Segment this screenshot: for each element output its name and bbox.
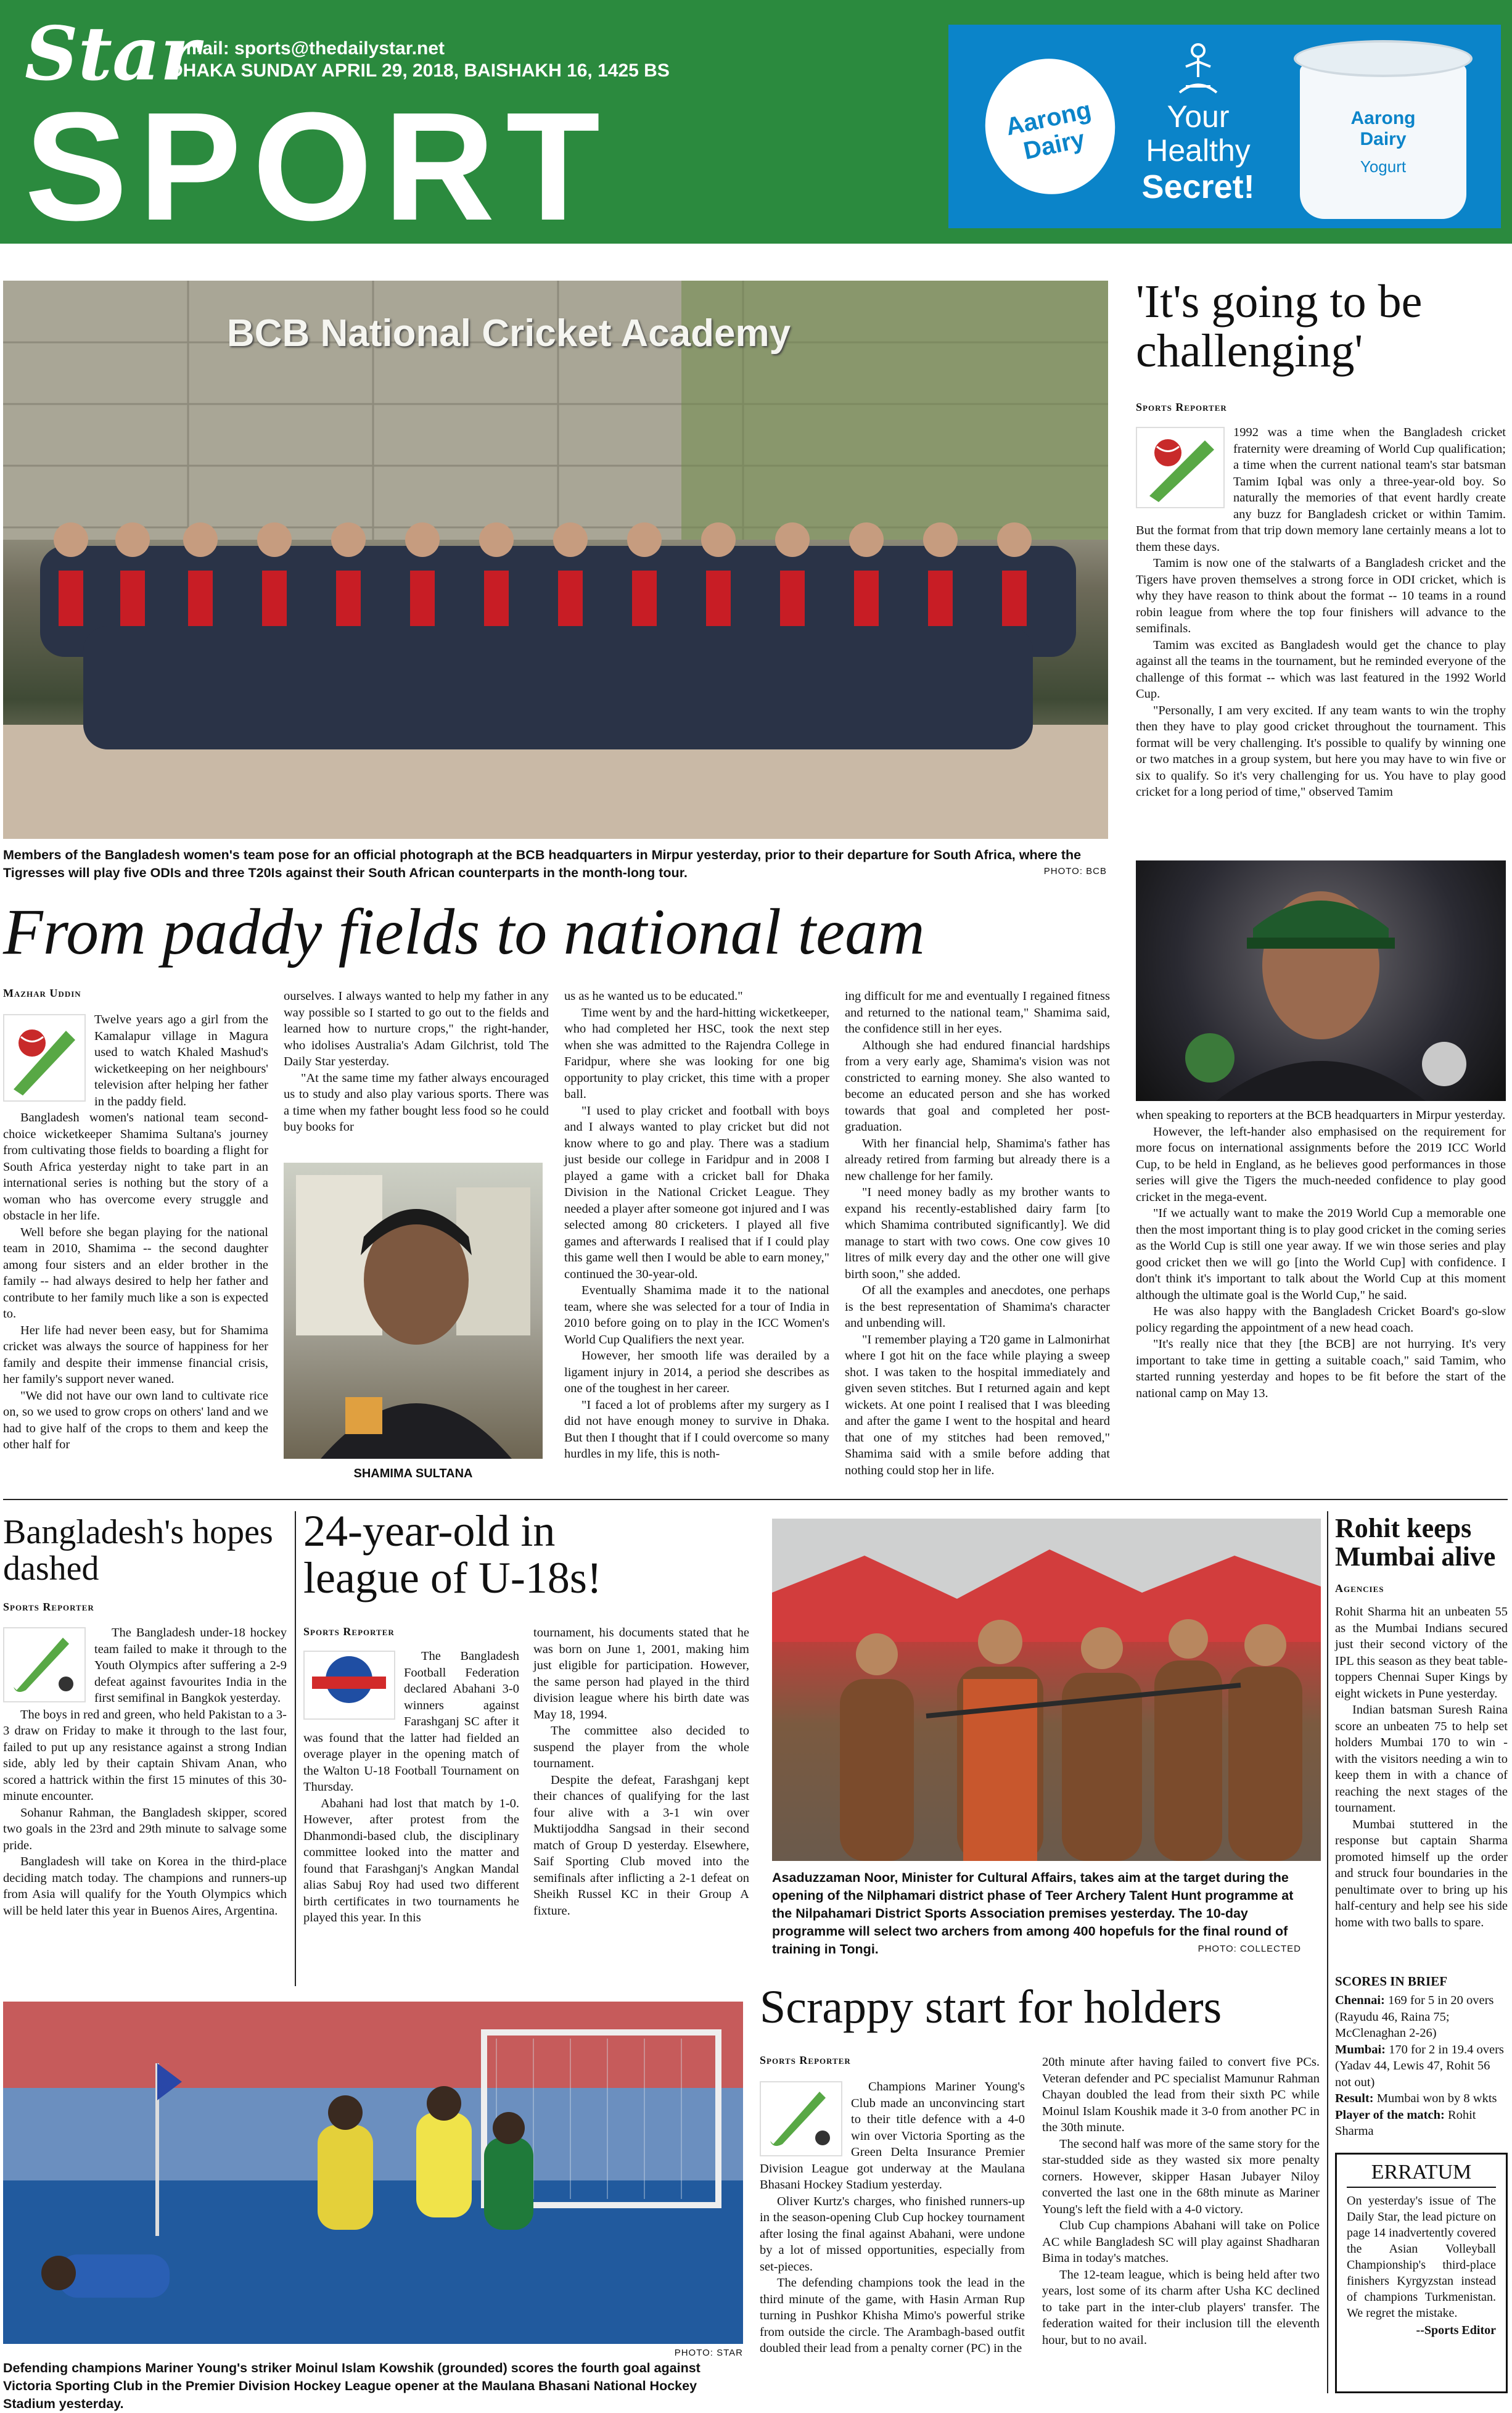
holders-body-col1 <box>760 2079 1025 2399</box>
tamim-paragraph: when speaking to reporters at the BCB headquarters in Mirpur yesterday. <box>1136 1108 1506 1122</box>
score-text: 170 for 2 in 19.4 overs (Yadav 44, Lewis 47, Rohit 56 not out) <box>1335 2042 1504 2089</box>
u18-body <box>3 1625 287 1982</box>
tamim-photo <box>1136 860 1506 1101</box>
rohit-body <box>1335 1604 1508 1974</box>
scores-brief <box>1335 1992 1508 2147</box>
score-text: Rohit Sharma <box>1335 2108 1476 2138</box>
shamima-caption: SHAMIMA SULTANA <box>353 1467 473 1480</box>
paddy-body-col3 <box>564 988 829 1488</box>
score-line <box>1335 2090 1508 2107</box>
tamim-paragraph: "If we actually want to make the 2019 World Cup a memorable one then the most important thing is to play good cricket in the coming series as the World Cup is still one year away. If we win those series and play good cricket then we will go [into the World Cup] with confidence. I don't think it's important to talk about the World Cup at this moment although the ultimate goal is the World Cup," he said. <box>1136 1206 1506 1302</box>
academy-sign: BCB National Cricket Academy <box>226 312 791 355</box>
brand-logo: Star <box>25 10 200 97</box>
score-label: Result: <box>1335 2092 1374 2105</box>
league-paragraph: The committee also decided to suspend the player from the whole tournament. <box>533 1724 749 1770</box>
hockey-credit: PHOTO: STAR <box>674 2348 743 2358</box>
holders-paragraph: Champions Mariner Young's Club made an unconvincing start to their title defence with a 4-0 win over Victoria Sporting as the Green Delta Insurance Premier Division League got underway at the Maulana Bhasani Hockey Stadium yesterday. <box>760 2080 1025 2192</box>
hockey-photo-scene <box>3 2002 743 2344</box>
shamima-photo-scene <box>284 1163 543 1459</box>
archery-caption: Asaduzzaman Noor, Minister for Cultural Affairs, takes aim at the target during the opening of the Nilphamari district phase of Teer Archery Talent Hunt programme at the Nilpahamari District Sports Association premises yesterday. The 10-day programme will select two archers from among 400 hopefuls for the final round of training in Tongi. <box>772 1870 1294 1957</box>
paddy-paragraph: "I faced a lot of problems after my surgery as I did not have enough money to survive in Dhaka. But then I thought that if I could overcome so many hurdles in my life, this is noth- <box>564 1398 829 1461</box>
paddy-paragraph: ourselves. I always wanted to help my father in any way possible so I started to go out to the fields and learned how to nurture crops," the right-hander, who idolises Australia's Adam Gilchrist, told The Daily Star yesterday. <box>284 989 549 1068</box>
ad-logo: Aarong Dairy <box>972 47 1127 207</box>
meditation-icon <box>1173 43 1223 99</box>
section-title: SPORT <box>25 80 612 252</box>
holders-paragraph: Oliver Kurtz's charges, who finished runners-up in the season-opening Club Cup hockey tournament after losing the final against Abahani, were undone by a lot of missed opportunities, especially from set-pieces. <box>760 2194 1025 2274</box>
rohit-paragraph: Rohit Sharma hit an unbeaten 55 as the Mumbai Indians secured just their second victory of the IPL this season as they beat table-toppers Chennai Super Kings by eight wickets in Pune yesterday. <box>1335 1605 1508 1701</box>
team-photo-caption: Members of the Bangladesh women's team pose for an official photograph at the BCB headquarters in Mirpur yesterday, prior to their departure for South Africa, where the Tigresses will play five ODIs and three T20Is against their South African counterparts in the month-long tour. <box>3 848 1082 880</box>
paddy-paragraph: Although she had endured financial hardships from a very early age, Shamima's vision was not constricted to earning money. She also wanted to become an educated person and she has worked towards that goal and completed her post-graduation. <box>845 1038 1110 1134</box>
walton-logo-icon <box>303 1651 395 1720</box>
tamim-body-col1 <box>1136 424 1506 844</box>
cricket-icon <box>3 1014 86 1102</box>
cup-product: Yogurt <box>1360 157 1407 176</box>
team-photo-credit: PHOTO: BCB <box>1043 866 1107 877</box>
tamim-paragraph: "Personally, I am very excited. If any team wants to win the trophy then they have to play good cricket throughout the tournament. This format will be very challenging. It's possible to qualify by winning one or two matches in a group system, but here you may have to win five or six to qualify. So it's very challenging for us. You have to play good cricket for a long period of time," observed Tamim <box>1136 703 1506 799</box>
contact-email: e-mail: sports@thedailystar.net <box>170 38 445 59</box>
paddy-paragraph: ing difficult for me and eventually I regained fitness and returned to the national team," Shamima said, the confidence still in her eyes. <box>845 989 1110 1036</box>
ad-tagline-3: Secret! <box>1141 168 1255 205</box>
erratum-body: On yesterday's issue of The Daily Star, the lead picture on page 14 inadvertently covered the Asian Volleyball Championship's third-place finishers Kyrgyzstan instead of champions Turkmenistan. We regret the mistake. <box>1347 2194 1496 2320</box>
paddy-body-col2 <box>284 988 549 1155</box>
tamim-paragraph: 1992 was a time when the Bangladesh cricket fraternity were dreaming of World Cup qualification; a time when the current national team's star batsman Tamim Iqbal was only a three-year-old boy. So naturally the memories of that event hardly create any buzz for Bangladesh cricket or within Tamim. But the format from that trip down memory lane certainly means a lot to them these days. <box>1136 426 1506 554</box>
tamim-photo-scene <box>1136 860 1506 1101</box>
league-body-col2 <box>533 1625 749 1982</box>
hockey-photo <box>3 2002 743 2344</box>
paddy-paragraph: Eventually Shamima made it to the national team, where she was selected for a tour of India in 2010 before going on to play in the ICC Women's World Cup Qualifiers the next year. <box>564 1284 829 1347</box>
column-divider <box>295 1511 296 1986</box>
issue-date: DHAKA SUNDAY APRIL 29, 2018, BAISHAKH 16, 1425 BS <box>170 60 670 81</box>
paddy-body-col1 <box>3 1012 268 1490</box>
paddy-paragraph: Time went by and the hard-hitting wicketkeeper, who had completed her HSC, took the next step when she was admitted to the Rajendra College in Faridpur, where she was looking for one big opportunity to play cricket, this time with a proper ball. <box>564 1005 829 1101</box>
shamima-photo <box>284 1163 543 1459</box>
hockey-icon <box>3 1627 86 1702</box>
archery-photo <box>772 1519 1321 1861</box>
paddy-body-col4 <box>845 988 1110 1488</box>
score-label: Chennai: <box>1335 1994 1385 2007</box>
yogurt-cup <box>1300 40 1466 219</box>
paddy-paragraph: "At the same time my father always encouraged us to study and also play various sports. There was a time when my father bought less food so he could buy books for <box>284 1071 549 1134</box>
rohit-headline: Rohit keeps Mumbai alive <box>1335 1513 1496 1572</box>
tamim-paragraph: He was also happy with the Bangladesh Cricket Board's go-slow policy regarding the appointment of a new head coach. <box>1136 1305 1506 1335</box>
cup-lid <box>1294 40 1473 77</box>
rohit-paragraph: Indian batsman Suresh Raina score an unbeaten 75 to help set holders Mumbai 170 to win - with the visitors needing a win to keep them in with a chance of reaching the next stages of the tournament. <box>1335 1703 1508 1815</box>
u18-paragraph: Sohanur Rahman, the Bangladesh skipper, scored two goals in the 23rd and 29th minute to salvage some pride. <box>3 1805 287 1852</box>
paddy-paragraph: "I used to play cricket and football with boys and I always wanted to play cricket but did not know where to go and play. There was a stadium just beside our college in Faridpur and in 2008 I played a game with a cricket ball for Dhaka Division in the National Cricket League. They needed a player after someone got injured and I was selected among 80 cricketers. I played all five games and afterwards I realised that if I could play this game well then I would be able to earn money," continued the 30-year-old. <box>564 1103 829 1281</box>
score-label: Mumbai: <box>1335 2042 1386 2056</box>
paddy-paragraph: us as he wanted us to be educated." <box>564 989 743 1003</box>
paddy-paragraph: Bangladesh women's national team second-choice wicketkeeper Shamima Sultana's journey from cultivating those fields to boarding a flight for South Africa yesterday night to take part in an international series is nothing but the story of a woman who has overcome every struggle and obstacle in her life. <box>3 1111 268 1223</box>
section-divider <box>3 1499 1508 1500</box>
paddy-paragraph: Twelve years ago a girl from the Kamalapur village in Magura used to watch Khaled Mashud's wicketkeeping on her neighbours' television after helping her father in the paddy field. <box>94 1013 268 1108</box>
league-byline: Sports Reporter <box>303 1625 395 1638</box>
paddy-paragraph: Well before she began playing for the national team in 2010, Shamima -- the second daughter among four sisters and an elder brother in the family -- had always desired to help her father and contribute to her family much like a son is expected to. <box>3 1225 268 1321</box>
u18-headline: Bangladesh's hopes dashed <box>3 1513 273 1588</box>
hockey-icon <box>760 2081 842 2156</box>
tamim-headline: 'It's going to be challenging' <box>1136 276 1423 377</box>
score-label: Player of the match: <box>1335 2108 1445 2122</box>
hockey-caption: Defending champions Mariner Young's striker Moinul Islam Kowshik (grounded) scores the fourth goal against Victoria Sporting Club in the Premier Division Hockey League opener at the Maulana Bhasani National Hockey Stadium yesterday. <box>3 2361 701 2411</box>
erratum-title: ERRATUM <box>1347 2161 1496 2188</box>
scores-title: SCORES IN BRIEF <box>1335 1974 1448 1989</box>
column-divider <box>1327 1511 1328 2393</box>
tamim-paragraph: However, the left-hander also emphasised on the requirement for more focus on international assignments before the 2019 ICC World Cup, to be held in England, as he believes good performances in those series will give the Tigers the much-needed confidence to play good cricket in the mega-event. <box>1136 1124 1506 1204</box>
ad-tagline-1: Your <box>1167 99 1230 134</box>
tamim-byline: Sports Reporter <box>1136 401 1227 413</box>
league-paragraph: Abahani had lost that match by 1-0. However, after protest from the Dhanmondi-based club, the disciplinary committee looked into the matter and found that Farashganj's Angkan Mandal alias Sabuj Roy had used two different birth certificates in two tournaments he played this year. In this <box>303 1796 519 1924</box>
u18-paragraph: Bangladesh will take on Korea in the third-place deciding match today. The champions and runners-up from Asia will qualify for the Youth Olympics which will be held later this year in Buenos Aires, Argentina. <box>3 1855 287 1918</box>
paddy-paragraph: "We did not have our own land to cultivate rice on, so we used to grow crops on others' land and we had to give half of the crops to them and keep the other half for <box>3 1388 268 1451</box>
advertisement[interactable] <box>948 25 1501 228</box>
league-body-col1 <box>303 1648 519 1981</box>
tamim-paragraph: Tamim was excited as Bangladesh would get the chance to play against all the teams in the tournament, but he reminded everyone of the challenge of this format -- which was last featured in the 1992 World Cup. <box>1136 638 1506 701</box>
u18-paragraph: The boys in red and green, who held Pakistan to a 3-3 draw on Friday to make it through to the last four, failed to put up any resistance against a strong Indian side, ably led by their captain Shivam Anan, who scored a hattrick within the first 15 minutes of this 30-minute encounter. <box>3 1707 287 1803</box>
holders-byline: Sports Reporter <box>760 2054 851 2066</box>
score-text: Mumbai won by 8 wkts <box>1376 2092 1497 2105</box>
archery-credit: PHOTO: COLLECTED <box>1198 1944 1301 1954</box>
ad-tagline-2: Healthy <box>1146 133 1251 168</box>
u18-paragraph: The Bangladesh under-18 hockey team failed to make it through to the Youth Olympics after suffering a 2-9 defeat against favourites India in the first semifinal in Bangkok yesterday. <box>94 1626 287 1705</box>
cup-brand: Aarong Dairy <box>1350 108 1416 149</box>
paddy-headline: From paddy fields to national team <box>3 896 925 968</box>
league-paragraph: tournament, his documents stated that he was born on June 1, 2001, making him just eligible for participation. However, the same person had played in the third division league where his birth date was May 18, 1994. <box>533 1626 749 1722</box>
tamim-paragraph: "It's really nice that they [the BCB] are not hurrying. It's very important to take time in getting a suitable coach," said Tamim, who started running yesterday and hopes to be fit before the start of the national camp on May 13. <box>1136 1337 1506 1400</box>
rohit-paragraph: Mumbai stuttered in the response but captain Sharma promoted himself up the order and struck four boundaries in the penultimate over to bring up his half-century and help see his side home with two balls to spare. <box>1335 1817 1508 1929</box>
cricket-icon <box>1136 427 1225 508</box>
erratum-box <box>1335 2153 1508 2393</box>
score-line <box>1335 1992 1508 2042</box>
masthead <box>0 0 1512 252</box>
holders-paragraph: Club Cup champions Abahani will take on Police AC while Bangladesh SC will play against Shadharan Bima in today's matches. <box>1042 2219 1320 2265</box>
erratum-signoff: --Sports Editor <box>1416 2324 1496 2337</box>
team-photo <box>3 281 1108 839</box>
tamim-paragraph: Tamim is now one of the stalwarts of a Bangladesh cricket and the Tigers have proven themselves a strong force in ODI cricket, which is why they have reason to think about the format -- 10 teams in a round robin league from where the top four finishers will advance to the semifinals. <box>1136 556 1506 635</box>
holders-paragraph: The 12-team league, which is being held after two years, lost some of its charm after Usha KC declined to take part in the inter-club players' transfer. The federation waited for their inclusion till the eleventh hour, but to no avail. <box>1042 2267 1320 2347</box>
paddy-paragraph: Her life had never been easy, but for Shamima cricket was always the source of happiness for her family and despite their immense financial crisis, her family's support never waned. <box>3 1323 268 1386</box>
league-paragraph: The Bangladesh Football Federation declared Abahani 3-0 winners against Farashganj SC after it was found that the latter had fielded an overage player in the opening match of the Walton U-18 Football Tournament on Thursday. <box>303 1649 519 1794</box>
league-paragraph: Despite the defeat, Farashganj kept their chances of qualifying for the last four alive with a 3-1 win over Muktijoddha Sangsad in their second match of Group D yesterday. Elsewhere, Saif Sporting Club moved into the semifinals after inflicting a 2-1 defeat on Sheikh Russel KC in their Group A fixture. <box>533 1773 749 1918</box>
holders-paragraph: The second half was more of the same story for the star-studded side as they wasted six more penalty corners. However, skipper Hasan Jubayer Niloy converted the last one in the 68th minute as Mariner Young's left the field with a 4-0 victory. <box>1042 2137 1320 2216</box>
paddy-paragraph: Of all the examples and anecdotes, one perhaps is the best representation of Shamima's character and unbending will. <box>845 1284 1110 1330</box>
tamim-body-col2 <box>1136 1107 1506 1477</box>
paddy-paragraph: With her financial help, Shamima's father has already retired from farming but already there is a new challenge for her family. <box>845 1136 1110 1183</box>
holders-body-col2 <box>1042 2054 1320 2399</box>
score-line <box>1335 2042 1508 2091</box>
paddy-paragraph: "I remember playing a T20 game in Lalmonirhat where I got hit on the face while playing a sweep shot. I was taken to the hospital immediately and given seven stitches. But I returned again and kept wickets. At one point I realised that I was bleeding and after the game I went to the hospital and heard that one of my stitches had been removed," Shamima said with a smile before adding that nothing could stop her in life. <box>845 1332 1110 1477</box>
archery-photo-scene <box>772 1519 1321 1861</box>
holders-paragraph: 20th minute after having failed to convert five PCs. Veteran defender and PC specialist Mamunur Rahman Chayan doubled the lead from their sixth PC while Moinul Islam Koushik made it 3-0 from another PC in the 30th minute. <box>1042 2055 1320 2134</box>
rohit-byline: Agencies <box>1335 1582 1384 1594</box>
paddy-paragraph: However, her smooth life was derailed by a ligament injury in 2014, a period she describes as one of the toughest in her career. <box>564 1349 829 1395</box>
holders-paragraph: The defending champions took the lead in the third minute of the game, with Hasin Arman Rup turning in Pushkor Khisha Mimo's powerful strike from outside the circle. The Arambagh-based outfit doubled their lead from a penalty corner (PC) in the <box>760 2276 1025 2355</box>
score-line <box>1335 2107 1508 2140</box>
paddy-byline: Mazhar Uddin <box>3 987 81 999</box>
paddy-paragraph: "I need money badly as my brother wants to expand his recently-established dairy farm [to which Shamima contributed significantly]. We did manage to start with two cows. One cow gives 10 litres of milk every day and the other one will give birth soon," she added. <box>845 1186 1110 1281</box>
holders-headline: Scrappy start for holders <box>760 1981 1222 2033</box>
score-text: 169 for 5 in 20 overs (Rayudu 46, Raina 75; McClenaghan 2-26) <box>1335 1994 1494 2040</box>
league-headline: 24-year-old in league of U-18s! <box>303 1506 602 1602</box>
team-photo-scene <box>3 281 1108 839</box>
u18-byline: Sports Reporter <box>3 1601 94 1613</box>
